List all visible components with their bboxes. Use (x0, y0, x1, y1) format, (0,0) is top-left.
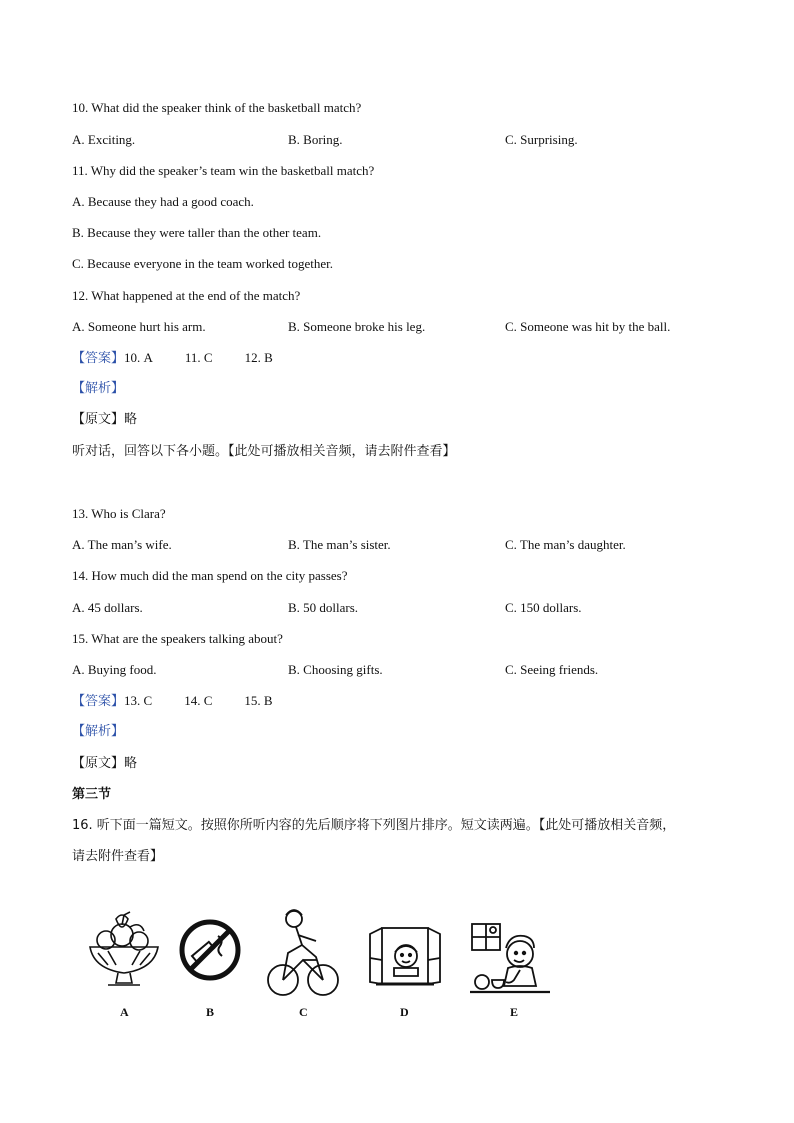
answer-item: 13. C (124, 693, 153, 708)
answer-tag: 【答案】 (72, 351, 125, 366)
question-14: 14. How much did the man spend on the city passes? (72, 568, 348, 583)
picture-label-e: E (510, 1005, 519, 1019)
answer-line-1 (72, 350, 273, 367)
q14-option-c: C. 150 dollars. (505, 600, 582, 615)
answer-item: 12. B (244, 350, 273, 365)
picture-label-a: A (120, 1005, 129, 1019)
original-tag: 【原文】 (72, 756, 125, 771)
question-16-line-2: 请去附件查看】 (72, 849, 164, 864)
q14-option-b: B. 50 dollars. (288, 600, 359, 615)
question-13: 13. Who is Clara? (72, 506, 166, 521)
original-tag: 【原文】 (72, 412, 125, 427)
original-text-line (72, 412, 137, 428)
answer-item: 11. C (184, 350, 213, 365)
picture-label-d: D (400, 1005, 409, 1019)
question-16-line-1: 16. 听下面一篇短文。按照你所听内容的先后顺序将下列图片排序。短文读两遍。【此处可播放相关音频， (72, 818, 676, 833)
q11-option-c: C. Because everyone in the team worked together. (72, 256, 333, 271)
q15-option-b: B. Choosing gifts. (288, 662, 383, 677)
q15-option-c: C. Seeing friends. (505, 662, 599, 677)
dialogue-instruction: 听对话，回答以下各小题。【此处可播放相关音频，请去附件查看】 (72, 444, 456, 459)
answer-line-2 (72, 693, 273, 710)
q12-option-a: A. Someone hurt his arm. (72, 319, 206, 334)
q10-option-a: A. Exciting. (72, 132, 136, 147)
section-heading: 第三节 (72, 787, 112, 802)
q13-option-a: A. The man’s wife. (72, 537, 172, 552)
boy-at-window-icon (368, 922, 442, 992)
answer-item: 10. A (124, 350, 153, 365)
analysis-tag: 【解析】 (72, 381, 125, 396)
question-10: 10. What did the speaker think of the basketball match? (72, 100, 362, 115)
q10-option-b: B. Boring. (288, 132, 343, 147)
q12-option-b: B. Someone broke his leg. (288, 319, 426, 334)
question-11: 11. Why did the speaker’s team win the basketball match? (72, 163, 375, 178)
answer-item: 14. C (184, 693, 213, 708)
q13-option-c: C. The man’s daughter. (505, 537, 626, 552)
original-text-line (72, 756, 137, 772)
analysis-tag: 【解析】 (72, 724, 125, 739)
q12-option-c: C. Someone was hit by the ball. (505, 319, 671, 334)
answer-item: 15. B (244, 693, 273, 708)
cyclist-icon (266, 905, 340, 1001)
question-12: 12. What happened at the end of the match? (72, 288, 301, 303)
q13-option-b: B. The man’s sister. (288, 537, 391, 552)
q11-option-b: B. Because they were taller than the other team. (72, 225, 322, 240)
q10-option-c: C. Surprising. (505, 132, 578, 147)
answer-tag: 【答案】 (72, 694, 125, 709)
original-text: 略 (124, 412, 138, 427)
picture-label-c: C (299, 1005, 308, 1019)
picture-label-b: B (206, 1005, 215, 1019)
fruit-bowl-icon (86, 905, 162, 995)
q11-option-a: A. Because they had a good coach. (72, 194, 254, 209)
original-text: 略 (124, 756, 138, 771)
boy-eating-icon (468, 920, 552, 1002)
no-smoking-icon (178, 918, 242, 982)
q14-option-a: A. 45 dollars. (72, 600, 143, 615)
question-15: 15. What are the speakers talking about? (72, 631, 283, 646)
q15-option-a: A. Buying food. (72, 662, 157, 677)
